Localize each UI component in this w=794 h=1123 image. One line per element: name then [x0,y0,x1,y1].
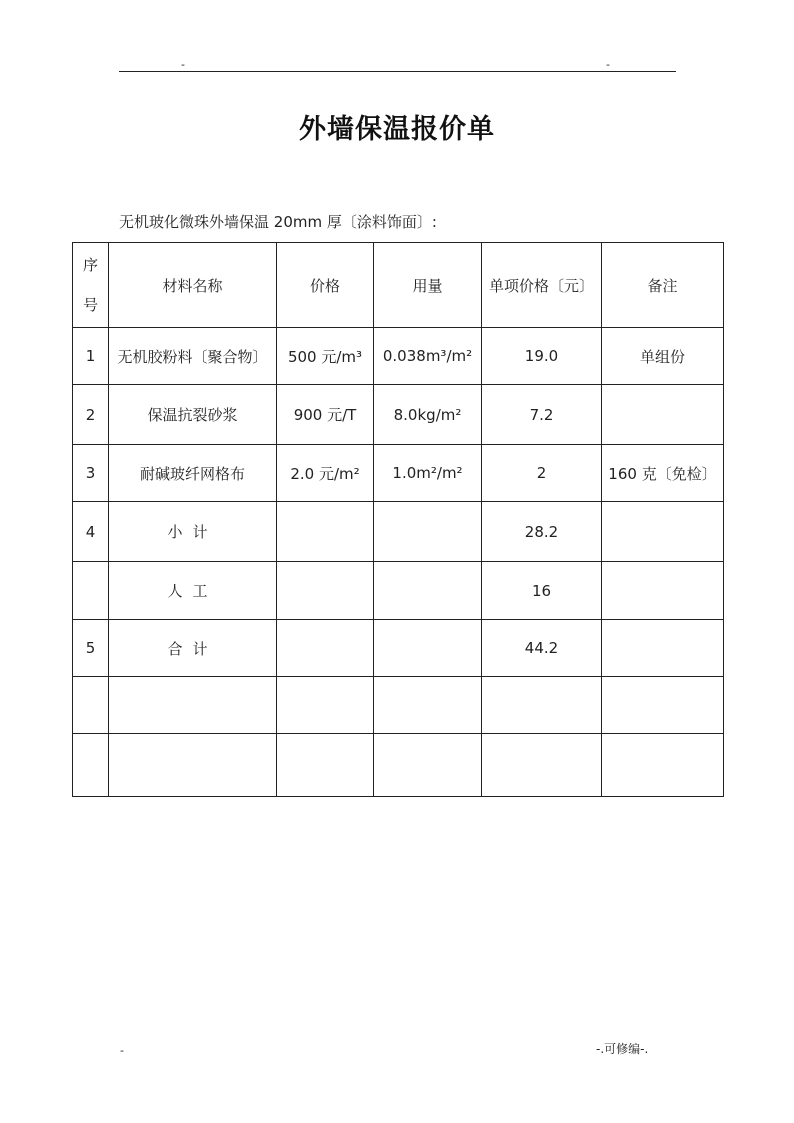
cell-price [277,562,374,620]
cell-material: 耐碱玻纤网格布 [109,445,277,502]
table-row [73,734,724,797]
cell-material: 保温抗裂砂浆 [109,385,277,445]
cell-price [277,677,374,734]
header-right-mark: - [606,58,610,71]
cell-remark [602,620,724,677]
cell-usage: 8.0kg/m² [374,385,482,445]
cell-no: 2 [73,385,109,445]
quote-subtitle: 无机玻化微珠外墙保温 20mm 厚〔涂料饰面〕: [119,213,437,231]
header-cell-usage: 用量 [374,243,482,328]
cell-price [277,734,374,797]
cell-item-price: 44.2 [482,620,602,677]
cell-remark: 单组份 [602,328,724,385]
cell-price [277,502,374,562]
cell-usage [374,677,482,734]
header-no-line2: 号 [82,296,98,314]
cell-usage [374,734,482,797]
cell-material [109,734,277,797]
cell-no: 4 [73,502,109,562]
header-cell-remark: 备注 [602,243,724,328]
cell-remark [602,734,724,797]
header-left-mark: - [181,58,185,71]
quote-table [72,242,724,797]
cell-no: 1 [73,328,109,385]
cell-usage: 1.0m²/m² [374,445,482,502]
cell-usage [374,502,482,562]
header-cell-item-price: 单项价格〔元〕 [482,243,602,328]
cell-item-price: 28.2 [482,502,602,562]
cell-item-price [482,677,602,734]
header-cell-no [73,243,109,328]
cell-item-price [482,734,602,797]
cell-item-price: 7.2 [482,385,602,445]
cell-usage: 0.038m³/m² [374,328,482,385]
table-row [73,445,724,502]
header-no-line1: 序 [82,256,98,274]
header-cell-price: 价格 [277,243,374,328]
table-row [73,385,724,445]
cell-remark: 160 克〔免检〕 [602,445,724,502]
cell-no: 5 [73,620,109,677]
cell-material: 合计 [109,620,277,677]
table-row [73,502,724,562]
table-row [73,677,724,734]
table-header-row [73,243,724,328]
cell-item-price: 16 [482,562,602,620]
header-cell-material: 材料名称 [109,243,277,328]
header-rule [119,71,676,72]
cell-price: 2.0 元/m² [277,445,374,502]
cell-no [73,562,109,620]
cell-remark [602,677,724,734]
cell-usage [374,562,482,620]
cell-item-price: 19.0 [482,328,602,385]
cell-remark [602,502,724,562]
cell-no [73,734,109,797]
cell-material: 小计 [109,502,277,562]
cell-material [109,677,277,734]
footer-editable-note: -.可修编-. [596,1042,649,1056]
cell-no [73,677,109,734]
cell-price [277,620,374,677]
footer-left-mark: - [120,1044,124,1057]
cell-material: 无机胶粉料〔聚合物〕 [109,328,277,385]
cell-material: 人工 [109,562,277,620]
cell-price: 900 元/T [277,385,374,445]
cell-price: 500 元/m³ [277,328,374,385]
cell-item-price: 2 [482,445,602,502]
table-row [73,328,724,385]
page-title: 外墙保温报价单 [299,114,495,145]
table-row [73,562,724,620]
cell-remark [602,562,724,620]
cell-no: 3 [73,445,109,502]
cell-remark [602,385,724,445]
cell-usage [374,620,482,677]
table-row [73,620,724,677]
